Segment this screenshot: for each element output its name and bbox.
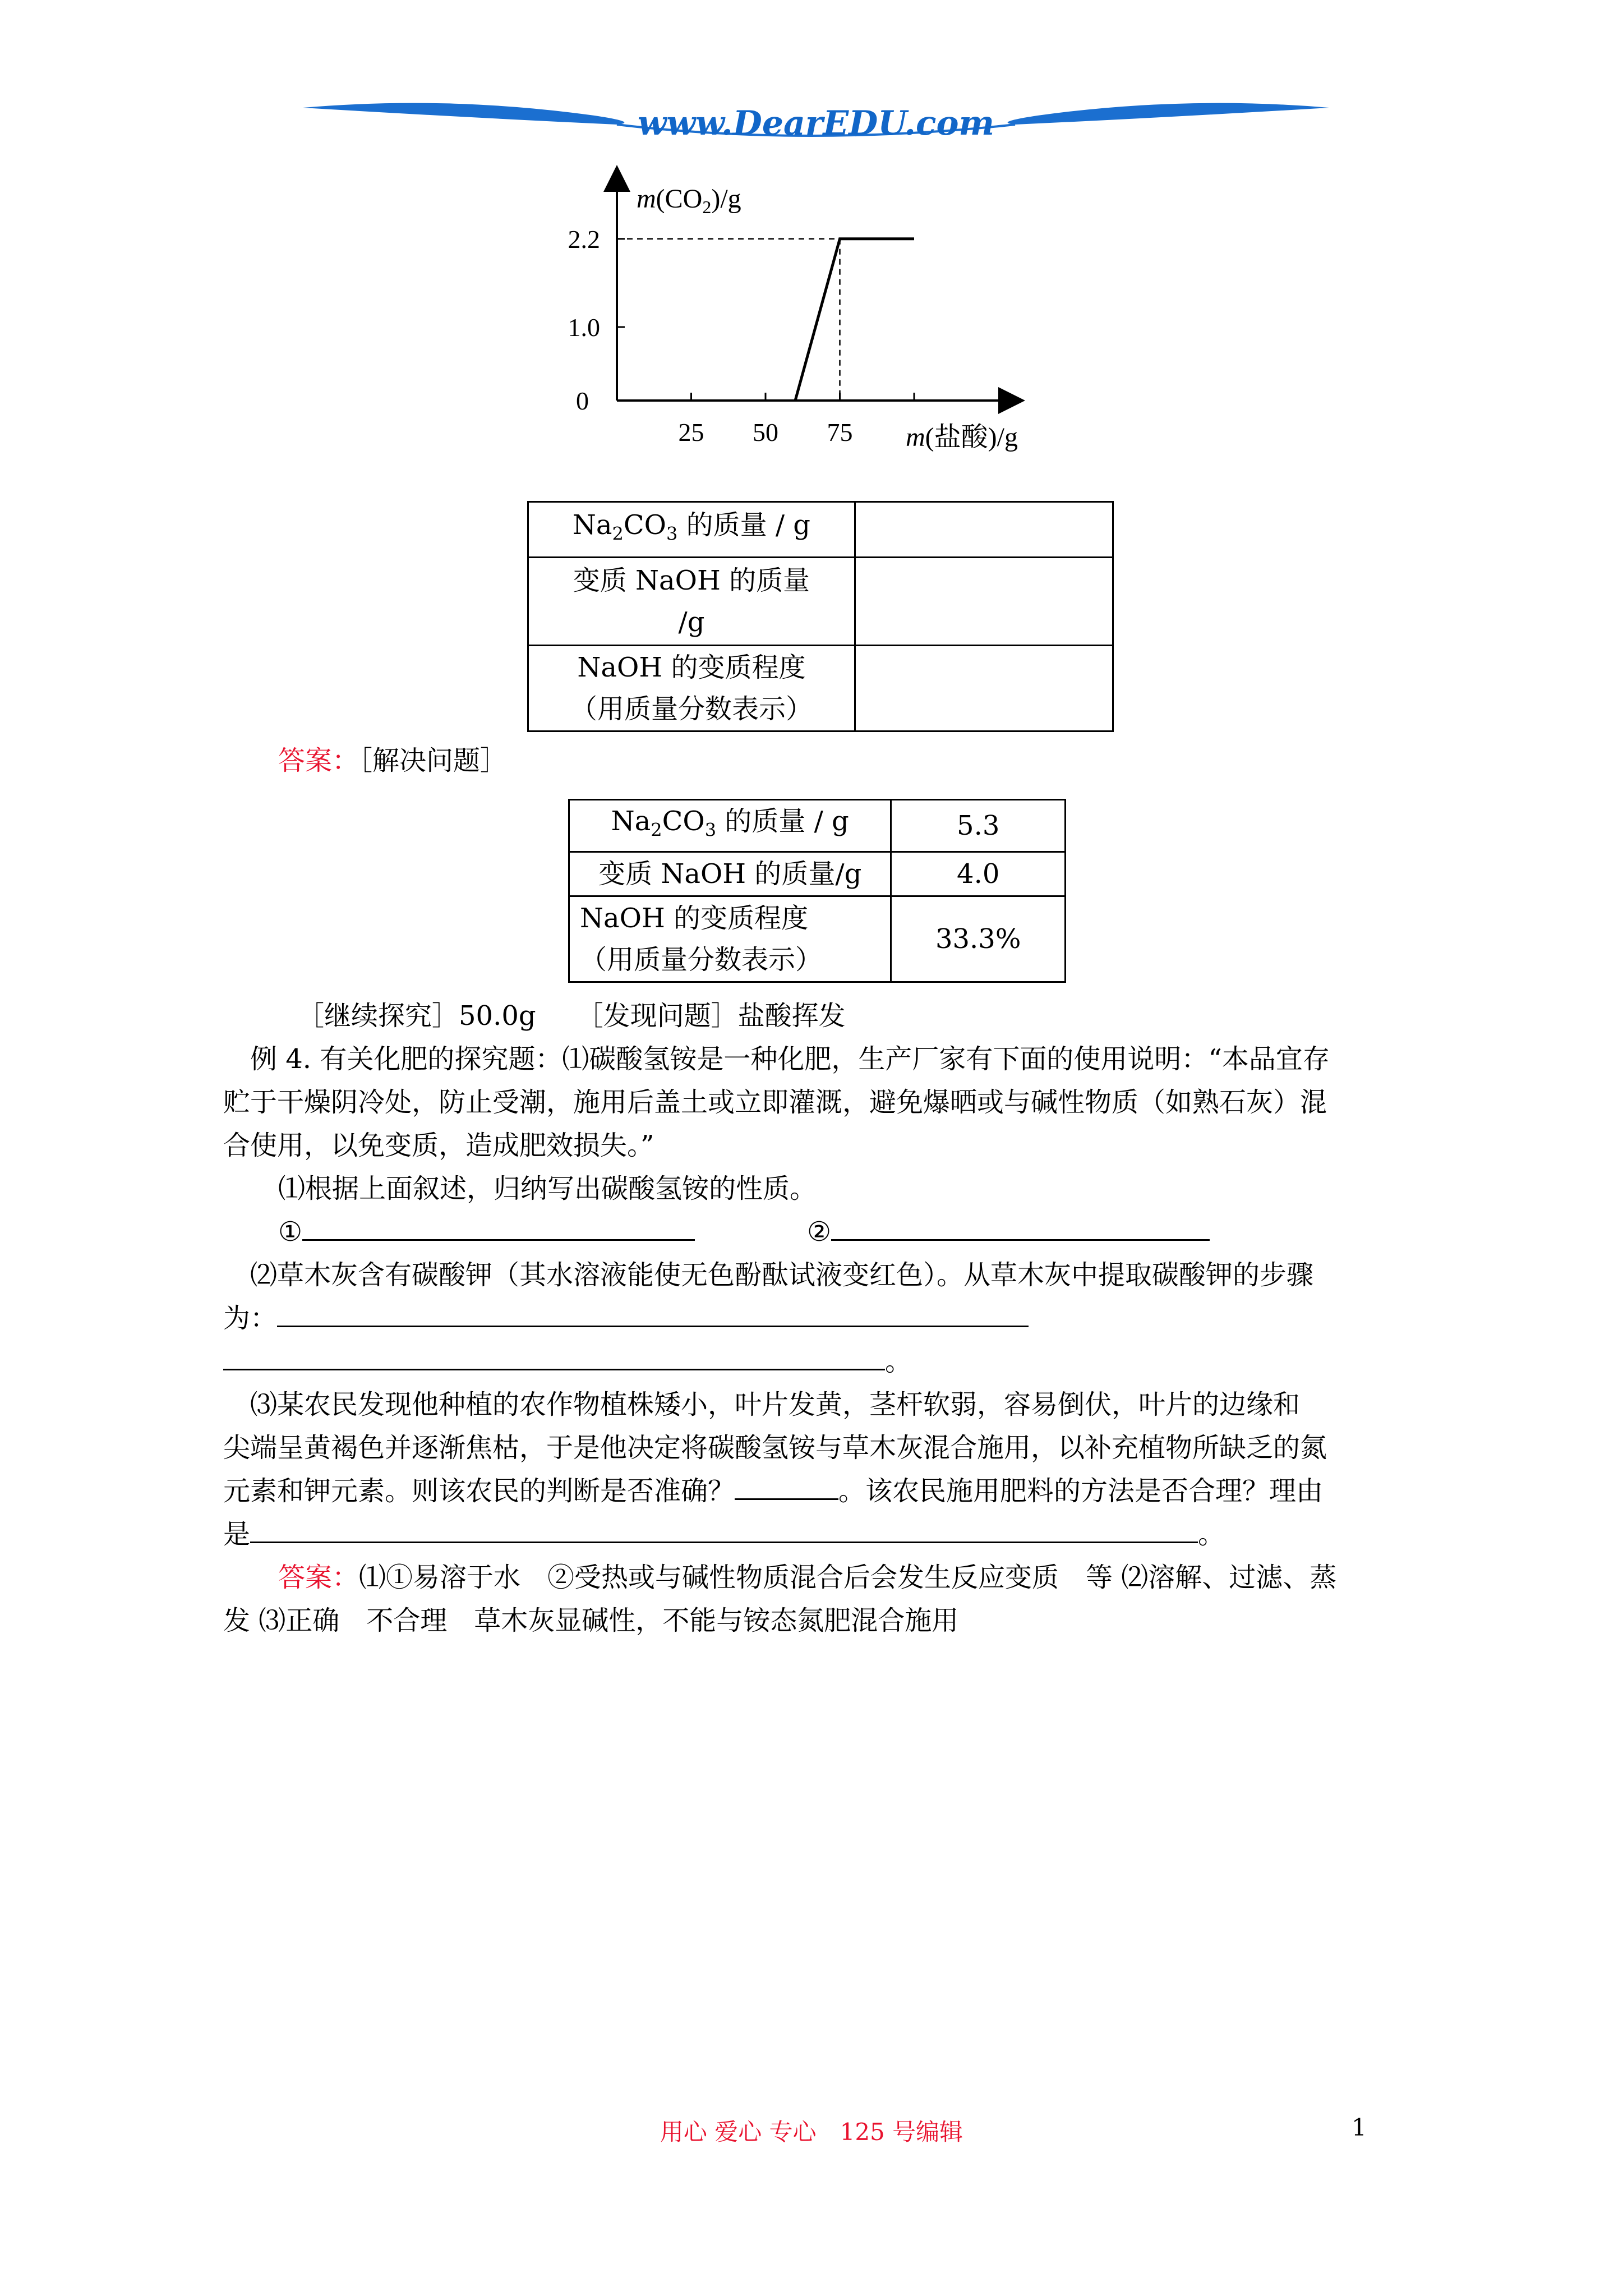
answer-tag: 答案： [278, 745, 359, 776]
table-cell-label: 变质 NaOH 的质量/g [569, 852, 891, 896]
question-3-line-3: 元素和钾元素。则该农民的判断是否准确？ 。该农民施用肥料的方法是否合理？理由 [223, 1470, 1323, 1513]
answer-blank[interactable] [302, 1212, 695, 1241]
answer-blank[interactable] [735, 1471, 838, 1500]
blank-result-table [527, 501, 1114, 732]
table-row [528, 646, 1113, 731]
site-banner [303, 95, 1329, 157]
answer-tag: 答案： [278, 1562, 359, 1593]
y-tick-label: 1.0 [568, 313, 600, 342]
table-cell-label: $Na_2CO_3$ 的质量 / g [569, 800, 891, 852]
table-cell-value[interactable] [855, 646, 1113, 731]
question-2-line-1: ⑵草木灰含有碳酸钾（其水溶液能使无色酚酞试液变红色）。从草木灰中提取碳酸钾的步骤 [250, 1259, 1314, 1291]
table-cell-value: 5.3 [891, 800, 1066, 852]
table-cell-value[interactable] [855, 558, 1113, 646]
answer-blank[interactable] [223, 1342, 885, 1370]
answer-text: ［解决问题］ [359, 745, 508, 776]
table-cell-value: 4.0 [891, 852, 1066, 896]
answer-blank[interactable] [831, 1212, 1210, 1241]
site-url: www.DearEDU.com [637, 104, 994, 143]
x-tick-label: 75 [827, 418, 853, 447]
answer-line-1 [278, 739, 507, 783]
page-number: 1 [1352, 2114, 1367, 2141]
question-3-line-1: ⑶某农民发现他种植的农作物植株矮小，叶片发黄，茎杆软弱，容易倒伏，叶片的边缘和 [250, 1389, 1301, 1420]
question-3-line-4: 是 。 [223, 1513, 1225, 1556]
co2-chart [538, 157, 1043, 471]
table-cell-label: NaOH 的变质程度 （用质量分数表示） [528, 646, 855, 731]
answer-blank[interactable] [250, 1515, 1198, 1543]
example-line-3: 合使用，以免变质，造成肥效损失。” [223, 1130, 654, 1161]
table-cell-value: 33.3% [891, 896, 1066, 982]
answer-result-table [568, 799, 1066, 983]
table-cell-label: $Na_2CO_3$ 的质量 / g [528, 502, 855, 558]
y-tick-label: 0 [576, 386, 589, 415]
question-1: ⑴根据上面叙述，归纳写出碳酸氢铵的性质。 [278, 1173, 817, 1204]
x-axis-title: m(盐酸)/g [906, 422, 1018, 452]
question-2-line-2: 为： [223, 1297, 1029, 1340]
y-tick-label: 2.2 [568, 224, 600, 254]
table-row [528, 558, 1113, 646]
table-cell-label: 变质 NaOH 的质量 /g [528, 558, 855, 646]
table-row [569, 896, 1066, 982]
x-tick-label: 50 [753, 418, 778, 447]
x-tick-label: 25 [678, 418, 704, 447]
page-footer: 用心 爱心 专心 125 号编辑 [660, 2118, 963, 2146]
table-cell-label: NaOH 的变质程度 （用质量分数表示） [569, 896, 891, 982]
question-2-line-3: 。 [223, 1340, 912, 1383]
chart-svg [538, 157, 1043, 471]
question-1-answers: ① ② [278, 1211, 1210, 1254]
answer-blank[interactable] [277, 1299, 1029, 1327]
question-3-line-2: 尖端呈黄褐色并逐渐焦枯，于是他决定将碳酸氢铵与草木灰混合施用，以补充植物所缺乏的氮 [223, 1432, 1327, 1464]
answer-2-line-1: 答案：⑴①易溶于水 ②受热或与碱性物质混合后会发生反应变质 等 ⑵溶解、过滤、蒸 [278, 1562, 1337, 1593]
table-row [528, 502, 1113, 558]
table-row [569, 852, 1066, 896]
example-line-1: 例 4. 有关化肥的探究题：⑴碳酸氢铵是一种化肥，生产厂家有下面的使用说明：“本品宜存 [250, 1043, 1330, 1075]
table-cell-value[interactable] [855, 502, 1113, 558]
table-row [569, 800, 1066, 852]
series-line [795, 239, 914, 401]
example-line-2: 贮于干燥阴冷处，防止受潮，施用后盖土或立即灌溉，避免爆晒或与碱性物质（如熟石灰）混 [223, 1087, 1327, 1118]
continue-line: ［继续探究］50.0g ［发现问题］盐酸挥发 [297, 1000, 846, 1032]
answer-2-line-2: 发 ⑶正确 不合理 草木灰显碱性，不能与铵态氮肥混合施用 [223, 1605, 959, 1636]
y-axis-title: $m(CO_2)/g$ [637, 184, 741, 217]
